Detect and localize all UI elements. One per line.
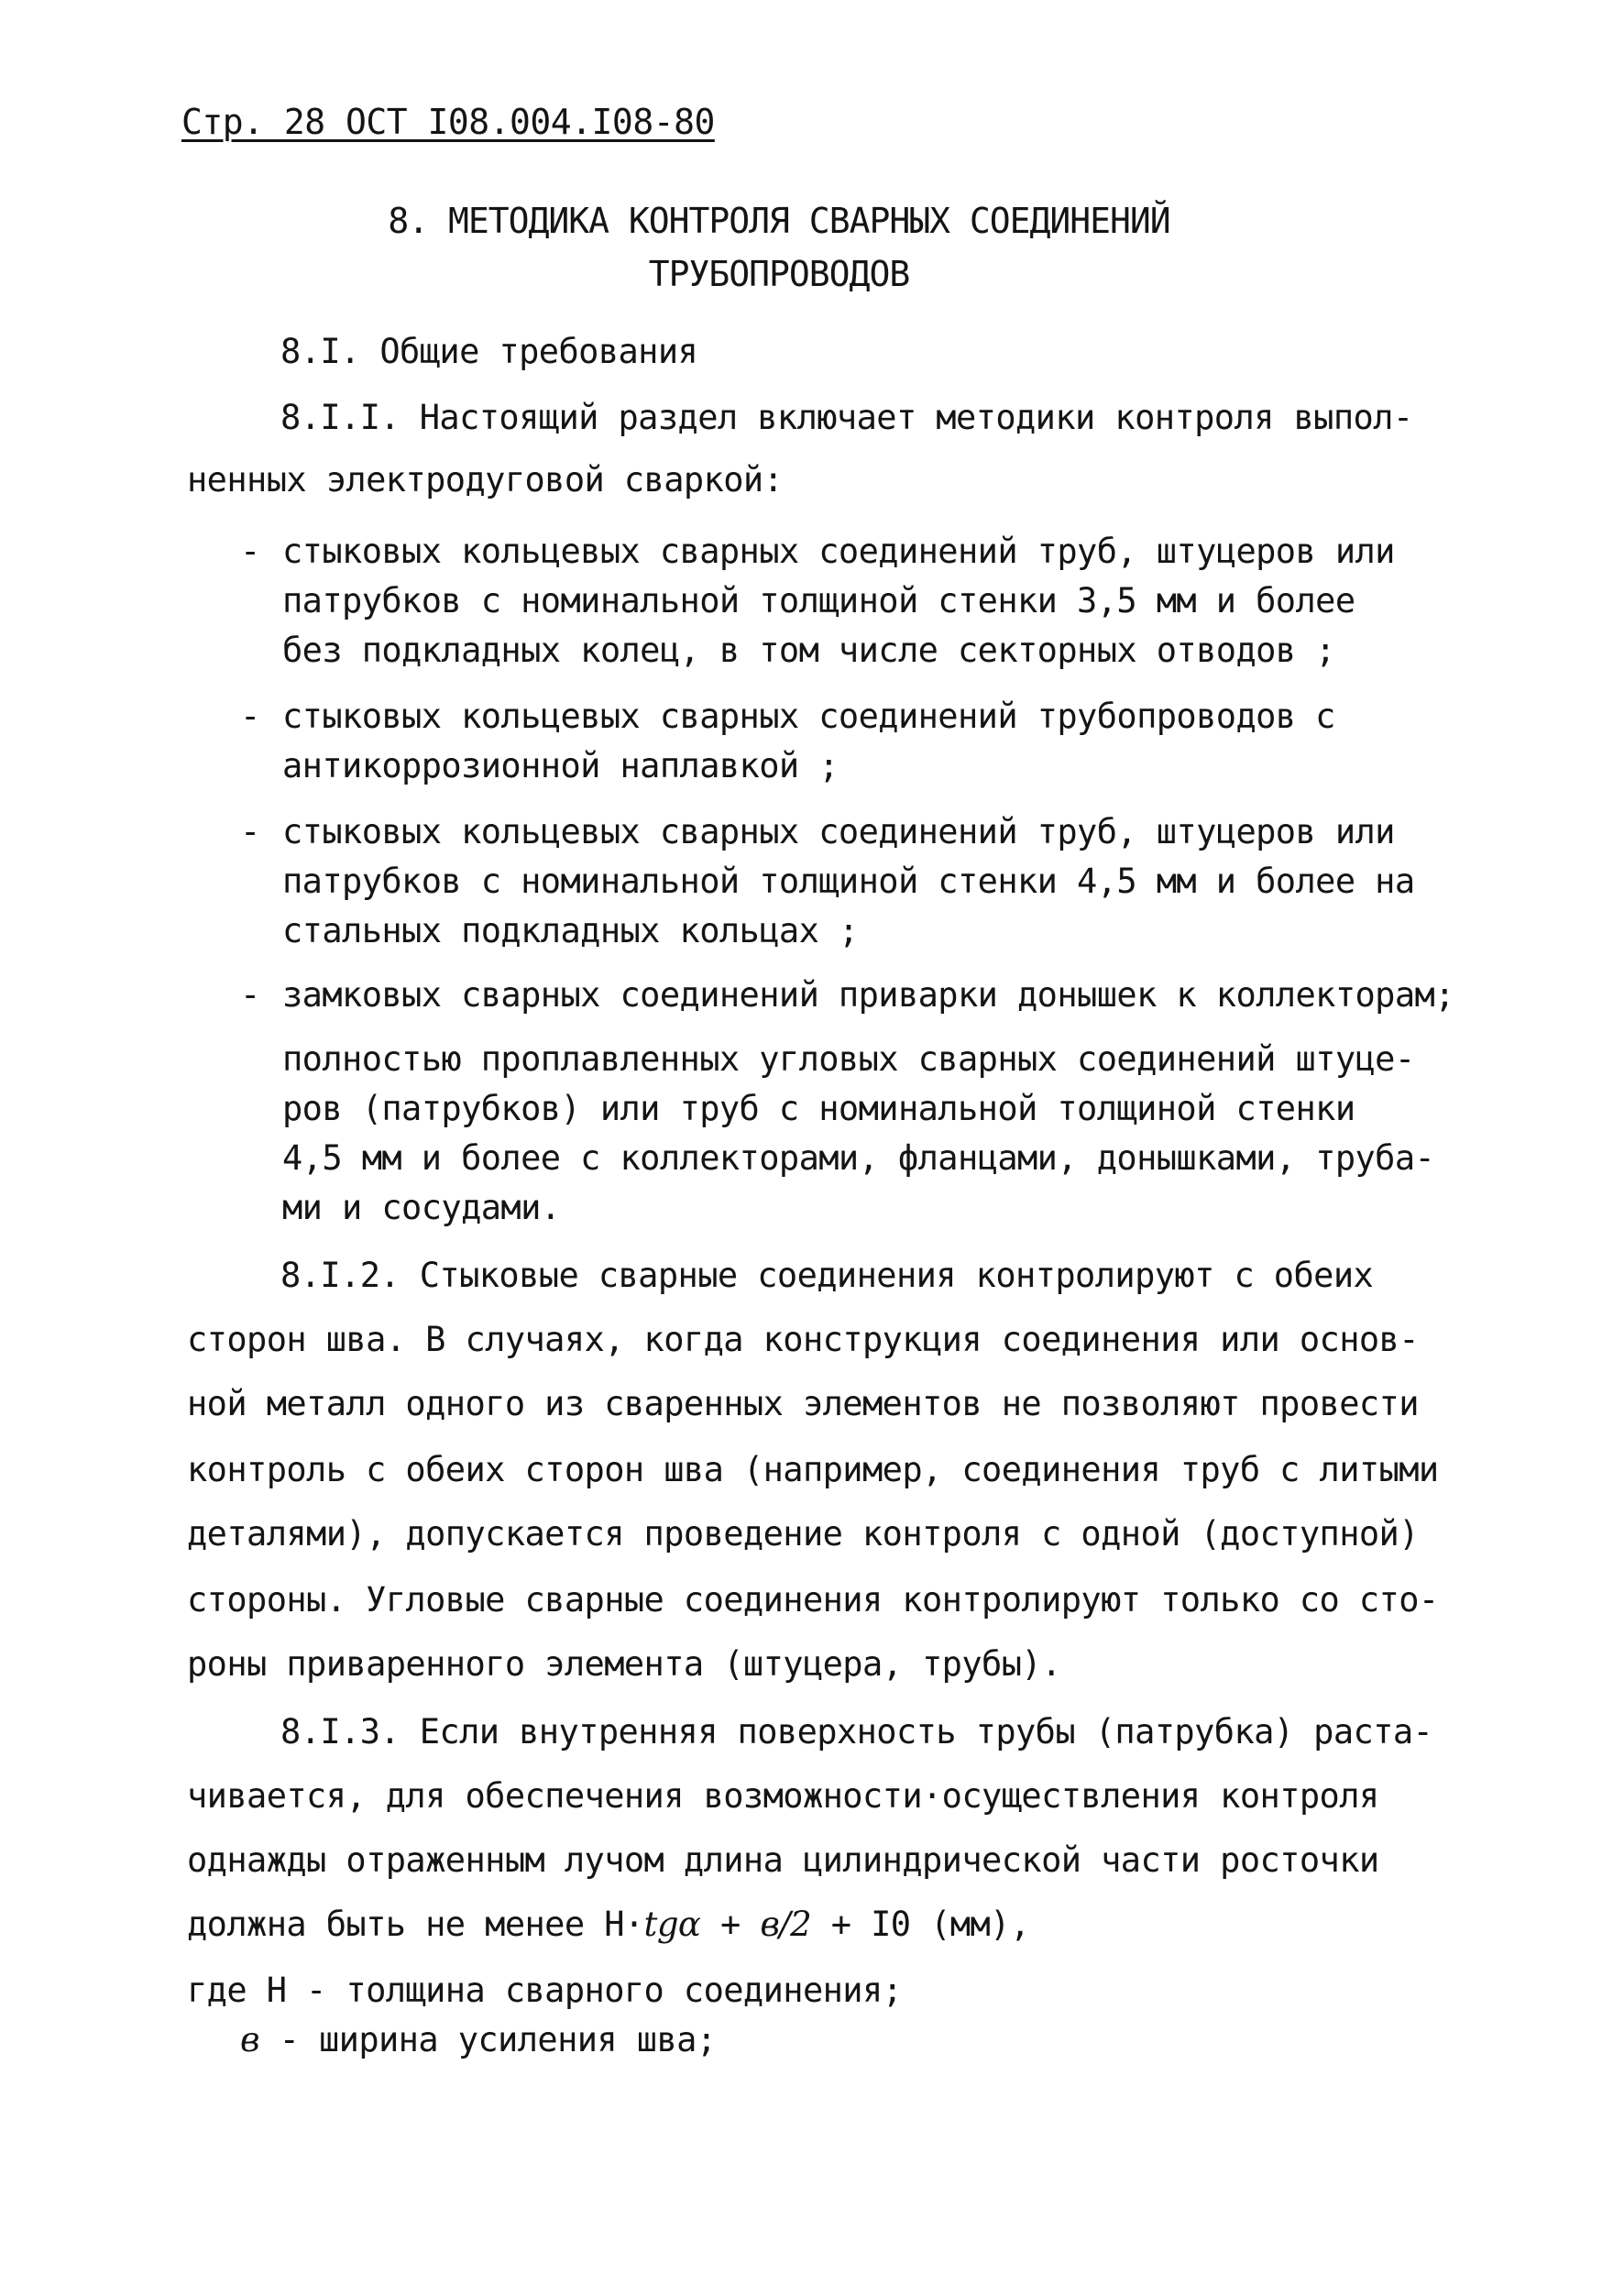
paragraph-8-1-3-line-1: 8.I.3. Если внутренняя поверхность трубы (патрубка) раста- [280,1712,1433,1751]
b-symbol: в [240,2020,259,2059]
paragraph-8-1-1-line-1: 8.I.I. Настоящий раздел включает методики контроля выпол- [280,398,1413,437]
list-dash: - [240,697,261,736]
paragraph-8-1-2-line-1: 8.I.2. Стыковые сварные соединения контролируют с обеих [280,1256,1374,1295]
list-item-3-line-1: стыковых кольцевых сварных соединений труб, штуцеров или [282,812,1395,851]
formula-prefix: должна быть не менее Н· [187,1905,644,1944]
formula-tg-alpha: tgα [643,1905,701,1944]
paragraph-8-1-3-line-3: однажды отраженным лучом длина цилиндрической части росточки [187,1840,1379,1880]
list-item-1-line-1: стыковых кольцевых сварных соединений труб, штуцеров или [282,532,1395,571]
page-header: Стр. 28 ОСТ I08.004.I08-80 [181,102,715,142]
list-item-1-line-3: без подкладных колец, в том числе секторных отводов ; [282,631,1335,670]
list-item-5-line-1: полностью проплавленных угловых сварных соединений штуце- [282,1039,1415,1079]
list-dash: - [240,532,261,571]
paragraph-8-1-2-line-2: сторон шва. В случаях, когда конструкция соединения или основ- [187,1320,1419,1359]
where-line-2-text: - ширина усиления шва; [258,2020,717,2059]
paragraph-8-1-2-line-5: деталями), допускается проведение контроля с одной (доступной) [187,1514,1419,1554]
paragraph-8-1-3-line-2: чивается, для обеспечения возможности·осуществления контроля [187,1776,1379,1816]
where-line-1: где Н - толщина сварного соединения; [187,1971,903,2010]
paragraph-8-1-1-line-2: ненных электродуговой сваркой: [187,460,784,500]
list-item-4-line-1: замковых сварных соединений приварки донышек к коллекторам; [282,975,1454,1015]
subsection-heading: 8.I. Общие требования [280,332,698,371]
list-item-1-line-2: патрубков с номинальной толщиной стенки 3,5 мм и более [282,581,1355,620]
list-item-5-line-4: ми и сосудами. [282,1188,561,1227]
list-dash: - [240,812,261,851]
formula-suffix: + I0 (мм), [811,1905,1030,1944]
section-title [183,194,1375,301]
paragraph-8-1-2-line-3: ной металл одного из сваренных элементов не позволяют провести [187,1384,1419,1423]
formula-b-half: в/2 [760,1905,812,1944]
formula-line [187,1899,1030,1950]
list-item-5-line-2: ров (патрубков) или труб с номинальной толщиной стенки [282,1089,1355,1128]
paragraph-8-1-2-line-4: контроль с обеих сторон шва (например, соединения труб с литыми [187,1450,1439,1489]
paragraph-8-1-2-line-7: роны приваренного элемента (штуцера, трубы). [187,1644,1061,1684]
section-title-line-2: ТРУБОПРОВОДОВ [648,254,910,294]
list-dash: - [240,975,261,1015]
paragraph-8-1-2-line-6: стороны. Угловые сварные соединения контролируют только со сто- [187,1580,1439,1620]
section-title-line-1: 8. МЕТОДИКА КОНТРОЛЯ СВАРНЫХ СОЕДИНЕНИЙ [388,201,1170,241]
where-line-2 [240,2015,716,2066]
list-item-2-line-2: антикоррозионной наплавкой ; [282,746,839,785]
list-item-3-line-2: патрубков с номинальной толщиной стенки 4,5 мм и более на [282,862,1415,901]
formula-plus: + [700,1905,761,1944]
list-item-3-line-3: стальных подкладных кольцах ; [282,911,859,950]
list-item-5-line-3: 4,5 мм и более с коллекторами, фланцами, донышками, труба- [282,1138,1435,1178]
list-item-2-line-1: стыковых кольцевых сварных соединений трубопроводов с [282,697,1335,736]
